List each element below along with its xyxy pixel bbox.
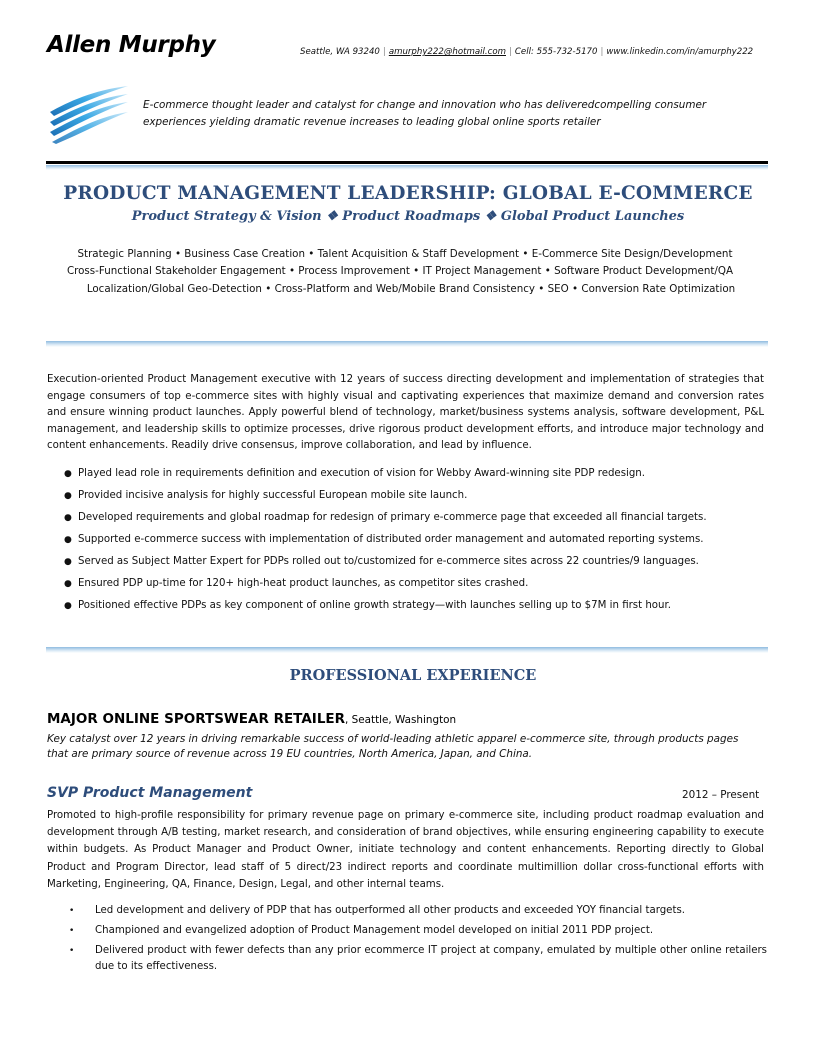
contact-phone: Cell: 555-732-5170 — [514, 47, 598, 57]
swoosh-logo-icon — [48, 84, 130, 144]
contact-location: Seattle, WA 93240 — [300, 47, 380, 57]
divider-gradient — [46, 165, 768, 170]
headline-title: PRODUCT MANAGEMENT LEADERSHIP: GLOBAL E-COMMERCE — [63, 183, 753, 204]
role-bullet: • Led development and delivery of PDP that has outperformed all other products and exceeded YOY financial targets. — [69, 903, 767, 919]
tagline-line: E-commerce thought leader and catalyst for change and innovation who has deliveredcompelling consumer — [143, 99, 707, 111]
highlight-bullet: ● Played lead role in requirements definition and execution of vision for Webby Award-winning site PDP redesign. — [64, 468, 646, 479]
highlight-bullet: ● Served as Subject Matter Expert for PDPs rolled out to/customized for e-commerce sites across 22 countries/9 languages. — [64, 556, 699, 567]
role-bullet: • Championed and evangelized adoption of Product Management model developed on initial 2011 PDP project. — [69, 923, 767, 939]
contact-email[interactable]: amurphy222@hotmail.com — [388, 47, 506, 57]
skills-line: Localization/Global Geo-Detection • Cross-Platform and Web/Mobile Brand Consistency • SEO • Conversion Rate Optimization — [86, 283, 736, 295]
company-description — [47, 732, 777, 763]
contact-line: Seattle, WA 93240 | amurphy222@hotmail.com | Cell: 555-732-5170 | www.linkedin.com/in/amurphy222 — [300, 47, 754, 57]
company-description-line: Key catalyst over 12 years in driving remarkable success of world-leading athletic apparel e-commerce site, through products pages — [47, 733, 739, 745]
role-dates: 2012 – Present — [682, 789, 760, 801]
divider-rule — [46, 161, 768, 164]
role-bullet-text: Delivered product with fewer defects than any prior ecommerce IT project at company, emulated by multiple other online retailers due to its effectiveness. — [95, 945, 767, 973]
highlight-bullet: ● Provided incisive analysis for highly successful European mobile site launch. — [64, 490, 468, 501]
section-title: PROFESSIONAL EXPERIENCE — [289, 667, 537, 684]
highlight-text: Served as Subject Matter Expert for PDPs rolled out to/customized for e-commerce sites across 22 countries/9 languages. — [78, 556, 699, 567]
role-bullet: • Delivered product with fewer defects than any prior ecommerce IT project at company, emulated by multiple other online retailers due to its effectiveness. — [69, 943, 767, 976]
company-location: , Seattle, Washington — [345, 714, 457, 726]
tagline-line: experiences yielding dramatic revenue increases to leading global online sports retailer — [143, 116, 601, 128]
highlight-text: Supported e-commerce success with implementation of distributed order management and automated reporting systems. — [78, 534, 704, 545]
role-title: SVP Product Management — [47, 785, 253, 801]
summary-paragraph: Execution-oriented Product Management executive with 12 years of success directing development and implementation of strategies that engage consumers of top e-commerce sites with highly visual and captivating experiences that maximize demand and conversion rates and ensure winning product launches. Apply powerful blend of technology, market/business systems analysis, software development, P&L management, and leadership skills to optimize processes, drive rigorous product development efforts, and introduce major technology and content enhancements. Readily drive consensus, improve collaboration, and lead by influence. — [47, 374, 764, 452]
divider-gradient — [46, 647, 768, 653]
headline-subtitle: Product Strategy & Vision ❖ Product Roadmaps ❖ Global Product Launches — [131, 209, 685, 224]
highlight-bullet: ● Supported e-commerce success with implementation of distributed order management and automated reporting systems. — [64, 534, 704, 545]
highlight-bullet: ● Positioned effective PDPs as key component of online growth strategy—with launches selling up to $7M in first hour. — [64, 600, 671, 611]
role-description: Promoted to high-profile responsibility for primary revenue page on primary e-commerce site, including product roadmap evaluation and development through A/B testing, market research, and consideration of brand objectives, while ensuring engineering capability to execute within budgets. As Product Manager and Product Owner, initiate technology and content enhancements. Reporting directly to Global Product and Program Director, lead staff of 5 direct/23 indirect reports and coordinate multimillion dollar cross-functional efforts with Marketing, Engineering, QA, Finance, Design, Legal, and other internal teams. — [47, 810, 764, 890]
company-name: MAJOR ONLINE SPORTSWEAR RETAILER — [47, 711, 346, 727]
skills-line: Strategic Planning • Business Case Creation • Talent Acquisition & Staff Development • E-Commerce Site Design/Development — [77, 248, 733, 260]
role-bullet-text: Led development and delivery of PDP that has outperformed all other products and exceeded YOY financial targets. — [95, 905, 685, 916]
highlight-text: Developed requirements and global roadmap for redesign of primary e-commerce page that exceeded all financial targets. — [78, 512, 707, 523]
highlight-text: Provided incisive analysis for highly successful European mobile site launch. — [78, 490, 468, 501]
tagline — [143, 97, 763, 131]
highlight-text: Positioned effective PDPs as key component of online growth strategy—with launches selling up to $7M in first hour. — [78, 600, 671, 611]
resume-name: Allen Murphy — [47, 32, 216, 58]
role-bullet-text: Championed and evangelized adoption of Product Management model developed on initial 2011 PDP project. — [95, 925, 654, 936]
divider-gradient — [46, 341, 768, 347]
contact-linkedin[interactable]: www.linkedin.com/in/amurphy222 — [606, 47, 754, 57]
company-description-line: that are primary source of revenue across 19 EU countries, North America, Japan, and China. — [47, 748, 533, 761]
skills-line: Cross-Functional Stakeholder Engagement • Process Improvement • IT Project Management • Software Product Development/QA — [66, 265, 734, 277]
highlight-bullet: ● Developed requirements and global roadmap for redesign of primary e-commerce page that exceeded all financial targets. — [64, 512, 707, 523]
highlight-bullet: ● Ensured PDP up-time for 120+ high-heat product launches, as competitor sites crashed. — [64, 578, 529, 589]
company-heading — [47, 711, 456, 727]
highlight-text: Ensured PDP up-time for 120+ high-heat product launches, as competitor sites crashed. — [78, 578, 529, 589]
highlight-text: Played lead role in requirements definition and execution of vision for Webby Award-winning site PDP redesign. — [78, 468, 646, 479]
